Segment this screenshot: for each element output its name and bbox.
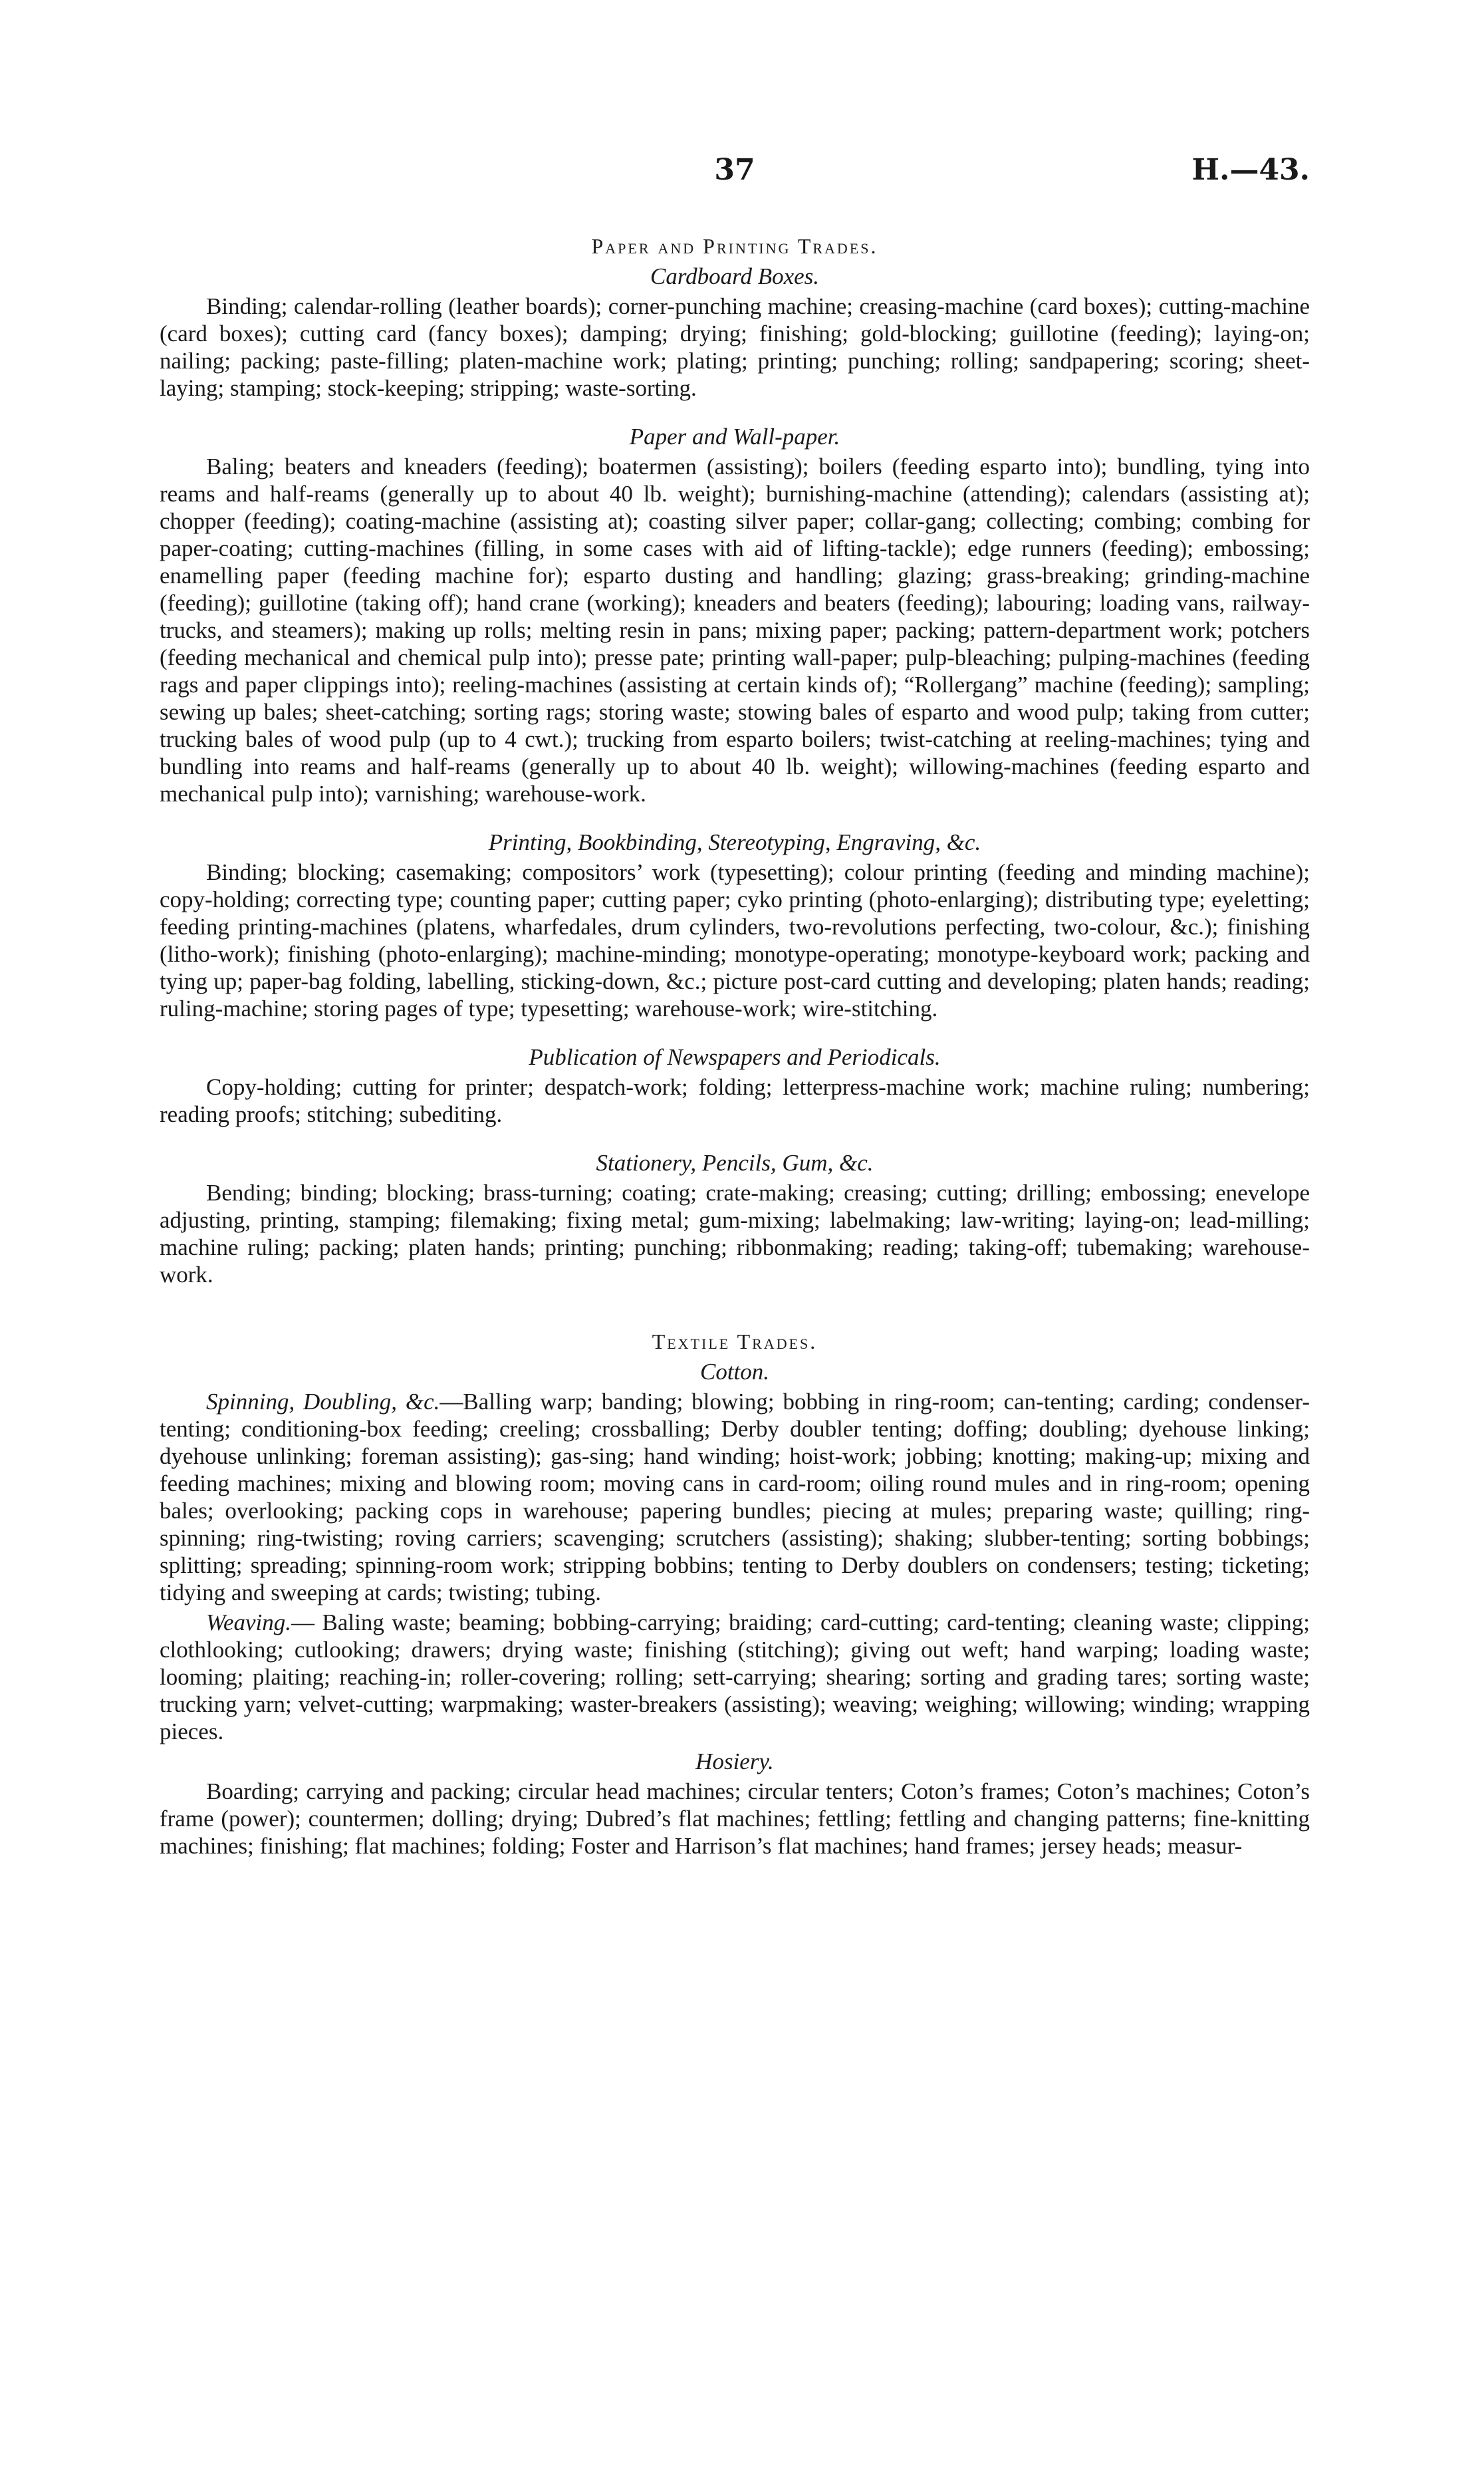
paragraph-cardboard: Binding; calendar-rolling (leather boards); corner-punching machine; creasing-machine (card boxes); cutting-machine (card boxes); cutting card (fancy boxes); damping; drying; finishing; gold-blocking; guillotine (feeding); laying-on; nailing; packing; paste-filling; platen-machine work; plating; printing; punching; rolling; sandpapering; scoring; sheet-laying; stamping; stock-keeping; stripping; waste-sorting. <box>160 293 1310 401</box>
paragraph-stationery: Bending; binding; blocking; brass-turning; coating; crate-making; creasing; cutting; drilling; embossing; enevelope adjusting, printing, stamping; filemaking; fixing metal; gum-mixing; labelmaking; law-writing; laying-on; lead-milling; machine ruling; packing; platen hands; printing; punching; ribbonmaking; reading; taking-off; tubemaking; warehouse-work. <box>160 1180 1310 1288</box>
section-heading-textile: Textile Trades. <box>652 1329 818 1353</box>
subheading-printing: Printing, Bookbinding, Stereotyping, Engraving, &c. <box>488 829 981 855</box>
page-number: 37 <box>714 153 755 187</box>
lead-spinning: Spinning, Doubling, &c. <box>206 1389 440 1415</box>
paragraph-wallpaper: Baling; beaters and kneaders (feeding); boatermen (assisting); boilers (feeding esparto into); bundling, tying into reams and half-reams (generally up to about 40 lb. weight); burnishing-machine (attending); calendars (assisting at); chopper (feeding); coating-machine (assisting at); coasting silver paper; collar-gang; collecting; combing; combing for paper-coating; cutting-machines (filling, in some cases with aid of lifting-tackle); edge runners (feeding); embossing; enamelling paper (feeding machine for); esparto dusting and handling; glazing; grass-breaking; grinding-machine (feeding); guillotine (taking off); hand crane (working); kneaders and beaters (feeding); labouring; loading vans, railway-trucks, and steamers); making up rolls; melting resin in pans; mixing paper; packing; pattern-department work; potchers (feeding mechanical and chemical pulp into); presse pate; printing wall-paper; pulp-bleaching; pulping-machines (feeding rags and paper clippings into); reeling-machines (assisting at certain kinds of); “Rollergang” machine (feeding); sampling; sewing up bales; sheet-catching; sorting rags; storing waste; stowing bales of esparto and wood pulp; taking from cutter; trucking bales of wood pulp (up to 4 cwt.); trucking from esparto boilers; twist-catching at reeling-machines; tying and bundling into reams and half-reams (generally up to about 40 lb. weight); willowing-machines (feeding esparto and mechanical pulp into); varnishing; warehouse-work. <box>160 454 1310 807</box>
paragraph-printing: Binding; blocking; casemaking; compositors’ work (typesetting); colour printing (feeding and minding machine); copy-holding; correcting type; counting paper; cutting paper; cyko printing (photo-enlarging); distributing type; eyeletting; feeding printing-machines (platens, wharfedales, drum cylinders, two-revolutions perfecting, two-colour, &c.); finishing (litho-work); finishing (photo-enlarging); machine-minding; monotype-operating; monotype-keyboard work; packing and tying up; paper-bag folding, labelling, sticking-down, &c.; picture post-card cutting and developing; platen hands; reading; ruling-machine; storing pages of type; typesetting; warehouse-work; wire-stitching. <box>160 859 1310 1022</box>
subheading-newspapers: Publication of Newspapers and Periodicals. <box>529 1044 941 1070</box>
lead-weaving: Weaving. <box>206 1609 291 1635</box>
document-reference: H.—43. <box>1191 153 1310 187</box>
paragraph-newspapers: Copy-holding; cutting for printer; despatch-work; folding; letterpress-machine work; machine ruling; numbering; reading proofs; stitching; subediting. <box>160 1074 1310 1127</box>
text-spinning: —Balling warp; banding; blowing; bobbing in ring-room; can-tenting; carding; condenser-tenting; conditioning-box feeding; creeling; crossballing; Derby doubler tenting; doffing; doubling; dyehouse linking; dyehouse unlinking; foreman assisting); gas-sing; hand winding; hoist-work; jobbing; knotting; making-up; mixing and feeding machines; mixing and blowing room; moving cans in card-room; oiling round mules and in ring-room; opening bales; overlooking; packing cops in warehouse; papering bundles; piecing at mules; preparing waste; quilling; ring-spinning; ring-twisting; roving carriers; scavenging; scrutchers (assisting); shaking; slubber-tenting; sorting bobbings; splitting; spreading; spinning-room work; stripping bobbins; tenting to Derby doublers on condensers; testing; ticketing; tidying and sweeping at cards; twisting; tubing. <box>160 1389 1310 1605</box>
subheading-cardboard: Cardboard Boxes. <box>650 263 820 289</box>
body-text <box>160 233 1310 1860</box>
page-header <box>160 153 1310 219</box>
section-heading-paper: Paper and Printing Trades. <box>591 234 878 258</box>
subheading-cotton: Cotton. <box>699 1359 770 1385</box>
text-weaving: — Baling waste; beaming; bobbing-carrying; braiding; card-cutting; card-tenting; cleaning waste; clipping; clothlooking; cutlooking; drawers; drying waste; finishing (stitching); giving out weft; hand warping; loading waste; looming; plaiting; reaching-in; roller-covering; rolling; sett-carrying; shearing; sorting and grading tares; sorting waste; trucking yarn; velvet-cutting; warpmaking; waster-breakers (assisting); weaving; weighing; willowing; winding; wrapping pieces. <box>160 1609 1310 1744</box>
paragraph-spinning <box>160 1388 1310 1606</box>
subheading-hosiery: Hosiery. <box>695 1748 774 1774</box>
document-page <box>160 153 1310 2427</box>
paragraph-weaving <box>160 1609 1310 1745</box>
subheading-wallpaper: Paper and Wall-paper. <box>629 424 840 450</box>
subheading-stationery: Stationery, Pencils, Gum, &c. <box>596 1150 874 1176</box>
paragraph-hosiery: Boarding; carrying and packing; circular head machines; circular tenters; Coton’s frames; Coton’s machines; Coton’s frame (power); countermen; dolling; drying; Dubred’s flat machines; fettling; fettling and changing patterns; fine-knitting machines; finishing; flat machines; folding; Foster and Harrison’s flat machines; hand frames; jersey heads; measur- <box>160 1778 1310 1859</box>
